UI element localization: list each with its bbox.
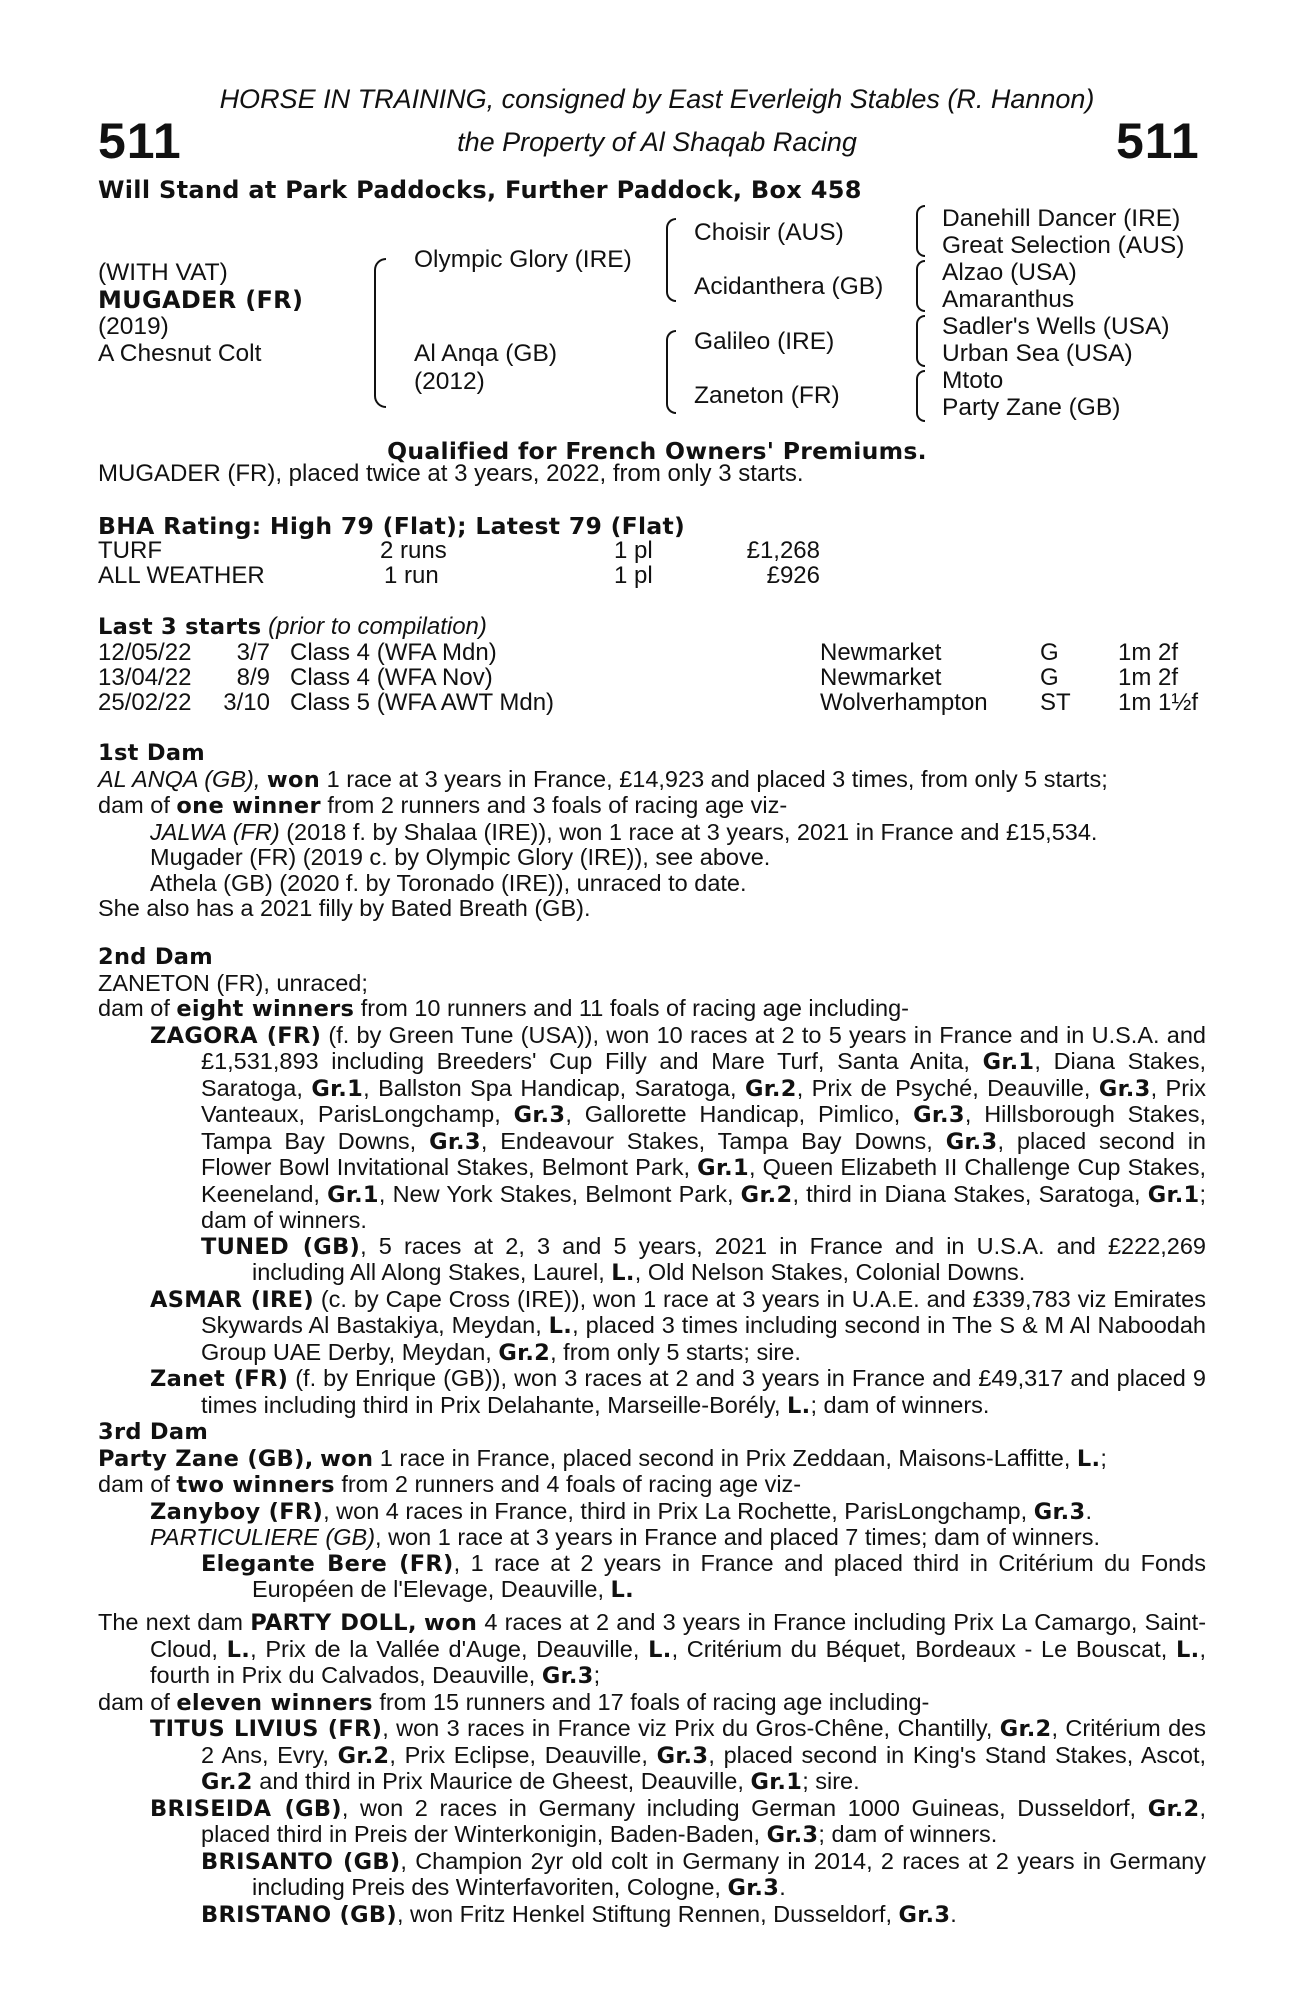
ancestor-3: Alzao (USA) xyxy=(942,259,1077,286)
start-race: Class 4 (WFA Mdn) xyxy=(290,639,497,666)
next-dam-produce: dam of eleven winners from 15 runners and 17 foals of racing age including- xyxy=(98,1688,930,1716)
second-dam-heading: 2nd Dam xyxy=(98,944,214,970)
bha-row-turf-placed: 1 pl xyxy=(614,537,653,564)
next-dam-record: The next dam PARTY DOLL, won 4 races at 2 and 3 years in France including Prix La Camargo, Saint-Cloud, L., Prix de la Vallée d'Auge, Deauville, L., Critérium du Béquet, Bordeaux - Le Bouscat, L., fourth in Prix du Calvados, Deauville, Gr.3; xyxy=(98,1609,1207,1689)
start-position: 3/7 xyxy=(236,639,270,666)
second-dam-record: ZANETON (FR), unraced; xyxy=(98,969,368,996)
start-position: 8/9 xyxy=(236,664,270,691)
third-dam-produce: dam of two winners from 2 runners and 4 foals of racing age viz- xyxy=(98,1471,802,1498)
progeny-particuliere: PARTICULIERE (GB), won 1 race at 3 years in France and placed 7 times; dam of winners. xyxy=(150,1524,1100,1550)
bha-row-aw-runs: 1 run xyxy=(384,562,439,589)
next-dam-section xyxy=(98,1610,1206,1928)
stabling-location: Will Stand at Park Paddocks, Further Paddock, Box 458 xyxy=(98,176,862,204)
start-race: Class 5 (WFA AWT Mdn) xyxy=(290,689,555,716)
start-course: Wolverhampton xyxy=(820,689,988,716)
ancestor-2: Great Selection (AUS) xyxy=(942,232,1185,259)
vat-note: (WITH VAT) xyxy=(98,259,228,286)
first-dam-section xyxy=(98,741,1206,922)
last-starts-heading xyxy=(98,614,487,640)
second-dam-section xyxy=(98,945,1206,1419)
progeny-bristano: BRISTANO (GB), won Fritz Henkel Stiftung Rennen, Dusseldorf, Gr.3. xyxy=(201,1900,957,1928)
progeny-brisanto: BRISANTO (GB), Champion 2yr old colt in Germany in 2014, 2 races at 2 years in Germany including Preis des Winterfavoriten, Cologne, Gr.3. xyxy=(201,1847,1206,1901)
horse-year: (2019) xyxy=(98,313,169,340)
pedigree-brace-g1 xyxy=(916,205,925,257)
first-dam-heading: 1st Dam xyxy=(98,740,206,766)
ancestor-5: Sadler's Wells (USA) xyxy=(942,313,1170,340)
third-dam-record: Party Zane (GB), won 1 race in France, placed second in Prix Zeddaan, Maisons-Laffitte, L.; xyxy=(98,1444,1107,1472)
sire-dam: Acidanthera (GB) xyxy=(694,273,884,300)
bha-row-turf-runs: 2 runs xyxy=(380,537,447,564)
start-course: Newmarket xyxy=(820,664,942,691)
start-date: 25/02/22 xyxy=(98,689,192,716)
start-going: G xyxy=(1040,639,1059,666)
lot-number-right: 511 xyxy=(1116,113,1200,169)
lot-number-left: 511 xyxy=(98,113,182,169)
start-distance: 1m 1½f xyxy=(1118,689,1199,716)
pedigree-brace-g3 xyxy=(916,315,925,367)
bha-row-aw-placed: 1 pl xyxy=(614,562,653,589)
start-distance: 1m 2f xyxy=(1118,664,1179,691)
bha-row-aw-surface: ALL WEATHER xyxy=(98,562,265,589)
progeny-titus-livius: TITUS LIVIUS (FR), won 3 races in France viz Prix du Gros-Chêne, Chantilly, Gr.2, Critérium des 2 Ans, Evry, Gr.2, Prix Eclipse, Deauville, Gr.3, placed second in King's Stand Stakes, Ascot, Gr.2 and third in Prix Maurice de Gheest, Deauville, Gr.1; sire. xyxy=(150,1715,1207,1795)
progeny-briseida: BRISEIDA (GB), won 2 races in Germany including German 1000 Guineas, Dusseldorf, Gr.2, placed third in Preis der Winterkonigin, Baden-Baden, Gr.3; dam of winners. xyxy=(150,1794,1206,1848)
horse-name: MUGADER (FR) xyxy=(98,286,304,314)
progeny-zanyboy: Zanyboy (FR), won 4 races in France, third in Prix La Rochette, ParisLongchamp, Gr.3. xyxy=(150,1497,1092,1525)
horse-description: A Chesnut Colt xyxy=(98,340,262,367)
progeny-elegante-bere: Elegante Bere (FR), 1 race at 2 years in France and placed third in Critérium du Fonds Européen de l'Elevage, Deauville, L. xyxy=(201,1549,1206,1603)
race-summary: MUGADER (FR), placed twice at 3 years, 2022, from only 3 starts. xyxy=(98,460,804,487)
premiums-note: Qualified for French Owners' Premiums. xyxy=(387,437,927,465)
start-race: Class 4 (WFA Nov) xyxy=(290,664,493,691)
dam-sire: Galileo (IRE) xyxy=(694,328,835,355)
sire-name: Olympic Glory (IRE) xyxy=(414,246,632,273)
ancestor-4: Amaranthus xyxy=(942,286,1075,313)
pedigree-brace-parents xyxy=(374,258,386,408)
pedigree-brace-dam xyxy=(666,330,676,414)
start-date: 12/05/22 xyxy=(98,639,192,666)
progeny-zagora: ZAGORA (FR) (f. by Green Tune (USA)), won 10 races at 2 to 5 years in France and in U.S.A. and £1,531,893 including Breeders' Cup Filly and Mare Turf, Santa Anita, Gr.1, Diana Stakes, Saratoga, Gr.1, Ballston Spa Handicap, Saratoga, Gr.2, Prix de Psyché, Deauville, Gr.3, Prix Vanteaux, ParisLongchamp, Gr.3, Gallorette Handicap, Pimlico, Gr.3, Hillsborough Stakes, Tampa Bay Downs, Gr.3, Endeavour Stakes, Tampa Bay Downs, Gr.3, placed second in Flower Bowl Invitational Stakes, Belmont Park, Gr.1, Queen Elizabeth II Challenge Cup Stakes, Keeneland, Gr.1, New York Stakes, Belmont Park, Gr.2, third in Diana Stakes, Saratoga, Gr.1; dam of winners. xyxy=(150,1021,1207,1233)
progeny-mugader: Mugader (FR) (2019 c. by Olympic Glory (IRE)), see above. xyxy=(150,844,771,870)
start-position: 3/10 xyxy=(223,689,270,716)
pedigree-brace-g2 xyxy=(916,260,925,312)
bha-row-turf-surface: TURF xyxy=(98,537,162,564)
pedigree-brace-sire xyxy=(666,218,676,302)
progeny-asmar: ASMAR (IRE) (c. by Cape Cross (IRE)), won 1 race at 3 years in U.A.E. and £339,783 viz Emirates Skywards Al Bastakiya, Meydan, L., placed 3 times including second in The S & M Al Naboodah Group UAE Derby, Meydan, Gr.2, from only 5 starts; sire. xyxy=(150,1285,1206,1366)
bha-row-turf-money: £1,268 xyxy=(746,537,820,564)
last-starts-note: (prior to compilation) xyxy=(268,613,487,640)
ancestor-8: Party Zane (GB) xyxy=(942,394,1121,421)
last-starts-title: Last 3 starts xyxy=(98,614,262,640)
third-dam-heading: 3rd Dam xyxy=(98,1419,209,1445)
owner-line: the Property of Al Shaqab Racing xyxy=(457,127,857,157)
progeny-jalwa: JALWA (FR) (2018 f. by Shalaa (IRE)), won 1 race at 3 years, 2021 in France and £15,534. xyxy=(150,818,1098,845)
third-dam-section xyxy=(98,1420,1206,1604)
ancestor-7: Mtoto xyxy=(942,367,1004,394)
dam-name: Al Anqa (GB) xyxy=(414,340,557,367)
start-going: G xyxy=(1040,664,1059,691)
first-dam-produce: dam of one winner from 2 runners and 3 foals of racing age viz- xyxy=(98,792,788,819)
ancestor-1: Danehill Dancer (IRE) xyxy=(942,205,1181,232)
second-dam-produce: dam of eight winners from 10 runners and 11 foals of racing age including- xyxy=(98,995,910,1022)
consignor-line: HORSE IN TRAINING, consigned by East Everleigh Stables (R. Hannon) xyxy=(219,84,1095,114)
ancestor-6: Urban Sea (USA) xyxy=(942,340,1133,367)
first-dam-record: AL ANQA (GB), won 1 race at 3 years in France, £14,923 and placed 3 times, from only 5 starts; xyxy=(98,765,1108,793)
dam-year: (2012) xyxy=(414,368,485,395)
start-distance: 1m 2f xyxy=(1118,639,1179,666)
pedigree-brace-g4 xyxy=(916,370,925,422)
sire-sire: Choisir (AUS) xyxy=(694,219,844,246)
first-dam-also: She also has a 2021 filly by Bated Breath (GB). xyxy=(98,895,591,921)
progeny-athela: Athela (GB) (2020 f. by Toronado (IRE)), unraced to date. xyxy=(150,869,747,896)
start-course: Newmarket xyxy=(820,639,942,666)
progeny-tuned: TUNED (GB), 5 races at 2, 3 and 5 years, 2021 in France and in U.S.A. and £222,269 including All Along Stakes, Laurel, L., Old Nelson Stakes, Colonial Downs. xyxy=(201,1232,1207,1286)
bha-row-aw-money: £926 xyxy=(766,562,820,589)
progeny-zanet: Zanet (FR) (f. by Enrique (GB)), won 3 races at 2 and 3 years in France and £49,317 and placed 9 times including third in Prix Delahante, Marseille-Borély, L.; dam of winners. xyxy=(150,1365,1206,1419)
dam-dam: Zaneton (FR) xyxy=(694,382,840,409)
start-going: ST xyxy=(1040,689,1071,716)
start-date: 13/04/22 xyxy=(98,664,192,691)
bha-rating-title: BHA Rating: High 79 (Flat); Latest 79 (Flat) xyxy=(98,512,686,540)
